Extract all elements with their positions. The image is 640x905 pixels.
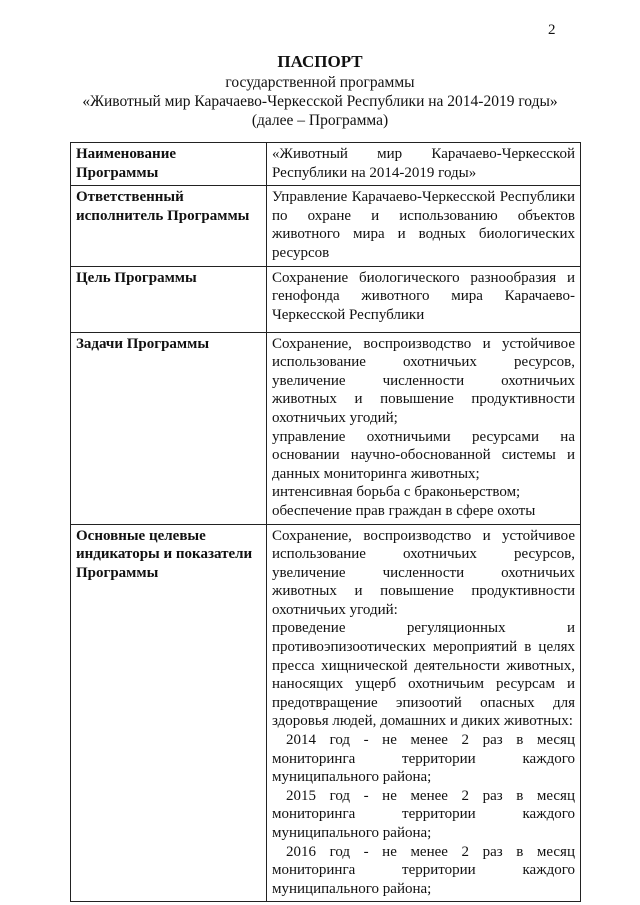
row-value-paragraph: управление охотничьими ресурсами на основании научно-обоснованной системы и данных мониторинга животных; xyxy=(272,428,575,482)
row-value-paragraph: интенсивная борьба с браконьерством; xyxy=(272,484,521,501)
row-label: Наименование Программы xyxy=(71,143,267,186)
row-value-paragraph: Сохранение, воспроизводство и устойчивое использование охотничьих ресурсов, увеличение численности охотничьих животных и повышение продуктивности охотничьих угодий; xyxy=(272,335,575,426)
heading-line-3: (далее – Программа) xyxy=(251,112,389,129)
page-number: 2 xyxy=(548,22,556,38)
row-label: Цель Программы xyxy=(71,266,267,332)
passport-table xyxy=(70,142,581,902)
table-row xyxy=(71,143,581,186)
heading-line-2: «Животный мир Карачаево-Черкесской Республики на 2014-2019 годы» xyxy=(82,93,558,110)
row-value-paragraph: Сохранение биологического разнообразия и генофонда животного мира Карачаево-Черкесской Республики xyxy=(272,269,575,323)
table-row xyxy=(71,332,581,524)
row-value xyxy=(267,332,581,524)
row-value-paragraph: «Животный мир Карачаево-Черкесской Республики на 2014-2019 годы» xyxy=(272,146,575,181)
row-value-paragraph: Сохранение, воспроизводство и устойчивое использование охотничьих ресурсов, увеличение численности охотничьих животных и повышение продуктивности охотничьих угодий: xyxy=(272,527,575,618)
row-value xyxy=(267,524,581,902)
row-value-paragraph: 2015 год - не менее 2 раз в месяц мониторинга территории каждого муниципального района; xyxy=(272,787,575,841)
heading-line-1: государственной программы xyxy=(225,74,415,91)
row-value xyxy=(267,186,581,266)
row-value-paragraph: обеспечение прав граждан в сфере охоты xyxy=(272,502,536,519)
row-value-paragraph: проведение регуляционных и противоэпизоотических мероприятий в целях пресса хищнической деятельности животных, наносящих ущерб охотничьим ресурсам и предотвращение эпизоотий опасных для здоровья людей, домашних и диких животных: xyxy=(272,620,575,730)
row-label: Ответственный исполнитель Программы xyxy=(71,186,267,266)
row-value-paragraph: 2016 год - не менее 2 раз в месяц мониторинга территории каждого муниципального района; xyxy=(272,843,575,897)
row-value-paragraph: Управление Карачаево-Черкесской Республики по охране и использованию объектов животного мира и водных биологических ресурсов xyxy=(272,189,575,261)
row-value xyxy=(267,143,581,186)
row-label: Задачи Программы xyxy=(71,332,267,524)
row-value xyxy=(267,266,581,332)
row-value-paragraph: 2014 год - не менее 2 раз в месяц мониторинга территории каждого муниципального района; xyxy=(272,732,575,786)
table-row xyxy=(71,266,581,332)
row-label: Основные целевые индикаторы и показатели Программы xyxy=(71,524,267,902)
table-row xyxy=(71,186,581,266)
table-row xyxy=(71,524,581,902)
document-title: ПАСПОРТ xyxy=(277,52,363,71)
document-heading xyxy=(0,52,640,130)
